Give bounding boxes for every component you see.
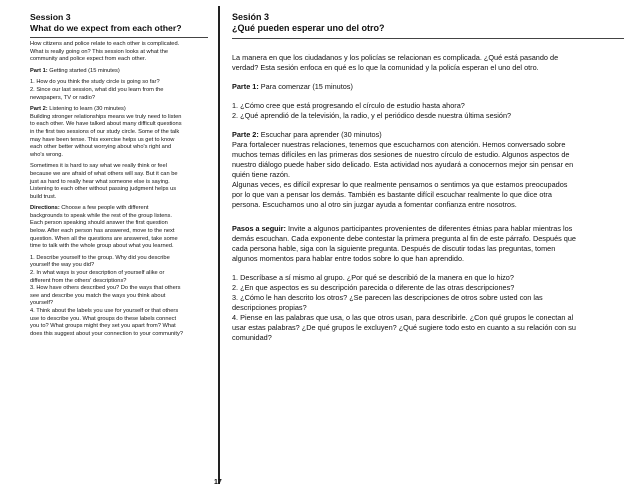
title-rule-es <box>232 38 624 39</box>
part1-heading-es: Parte 1: Para comenzar (15 minutos) <box>232 81 353 91</box>
part1-questions-en: 1. How do you think the study circle is going so far? 2. Since our last session, what did you learn from the newspapers, TV or radio? <box>30 79 164 101</box>
session-title-en: Session 3 <box>30 12 71 22</box>
directions-heading-en: Directions: <box>30 205 60 212</box>
part1-es <box>232 82 624 92</box>
directions-en: Directions: Choose a few people with different backgrounds to speak while the rest of the group listens. Each person speaking should answer the first question below. After each person has answered, move to the next question. When all the questions are answered, take some time to talk with the whole group about what you learned. <box>30 205 178 250</box>
part2-es: Parte 2: Escuchar para aprender (30 minutos) Para fortalecer nuestras relaciones, tenemos que escucharnos con atención. Hemos conversado sobre muchos temas difíciles en las primeras dos sesiones de nuestro círculo de estudio. Algunos aspectos de nuestro diálogo puede haber sido delicado. Esta actividad nos ayudará a conocernos mejor sin pensar en quién tiene razón. Algunas veces, es difícil expresar lo que realmente pensamos o sentimos ya que estamos preocupados por lo que van a pensar los demás. También es bastante difícil escuchar realmente lo que dice otra persona. Escuchamos uno al otro sin juzgar ayuda a fomentar confianza entre nosotros. <box>232 130 624 210</box>
questions-en: 1. Describe yourself to the group. Why did you describe yourself the way you did? 2. In what ways is your description of yourself alike or different from the others' descriptions? 3. How have others described you? Do the ways that others see and describe you match the ways you think about yourself? 4. Think about the labels you use for yourself or that others use to describe you. What groups do these labels connect you to? What groups might they set you apart from? What does this suggest about your connection to your community? <box>30 254 184 337</box>
page-number: 17 <box>214 479 222 486</box>
column-divider <box>218 6 220 484</box>
spanish-column <box>232 12 624 352</box>
intro-en: How citizens and police relate to each other is complicated. What is really going on? This session looks at what the community and police expect from each other. <box>30 41 180 63</box>
part2-heading-en: Part 2: Listening to learn (30 minutes) <box>30 106 126 113</box>
intro-es: La manera en que los ciudadanos y los policías se relacionan es complicada. ¿Qué está pasando de verdad? Esta sesión enfoca en qué es lo que la comunidad y la policía esperan el uno del otro. <box>232 52 559 72</box>
listening-paragraph-en: Sometimes it is hard to say what we really think or feel because we are afraid of what others will say. But it can be just as hard to really hear what someone else is saying. Listening to each other without passing judgment helps us build trust. <box>30 163 178 200</box>
steps-es: Pasos a seguir: Invite a algunos participantes provenientes de diferentes étnias para hablar mientras los demás escuchan. Cada exponente debe contestar la primera pregunta al fin de este párrafo. Después que cada persona hable, siga con la siguiente pregunta. Después de discutir todas las preguntas, tomen algunos momentos para hablar entre todos sobre lo que han aprendido. <box>232 223 576 263</box>
part1-en <box>30 68 208 76</box>
part2-heading-es: Parte 2: Escuchar para aprender (30 minutos) <box>232 129 382 139</box>
part2-en: Part 2: Listening to learn (30 minutes) Building stronger relationships means we truly need to listen to each other. We have talked about many difficult questions in the first two sessions of our study circle. Some of the talk may have been tense. This exercise helps us get to know each other better without worrying about who's right and who's wrong. <box>30 106 208 159</box>
questions-es: 1. Descríbase a sí mismo al grupo. ¿Por qué se describió de la manera en que lo hizo? 2. ¿En que aspectos es su descripción parecida o diferente de las otras descripciones? 3. ¿Cómo le han descrito los otros? ¿Se parecen las descripciones de otros sobre usted con las descripciones propias? 4. Piense en las palabras que usa, o las que otros usan, para describirle. ¿Con qué grupos le conectan al usar estas palabras? ¿De qué grupos le excluyen? ¿Qué sugiere todo esto en cuanto a su relación con su comunidad? <box>232 272 576 342</box>
part1-heading-en: Part 1: Getting started (15 minutes) <box>30 67 120 74</box>
part1-questions-es: 1. ¿Cómo cree que está progresando el círculo de estudio hasta ahora? 2. ¿Qué aprendió de la televisión, la radio, y el periódico desde nuestra última sesión? <box>232 100 512 120</box>
title-rule-en <box>30 37 208 38</box>
session-subtitle-en: What do we expect from each other? <box>30 22 182 33</box>
english-column <box>30 12 208 342</box>
steps-heading-es: Pasos a seguir: <box>232 223 286 233</box>
session-title-es: Sesión 3 <box>232 12 270 22</box>
session-subtitle-es: ¿Qué pueden esperar uno del otro? <box>232 22 385 33</box>
